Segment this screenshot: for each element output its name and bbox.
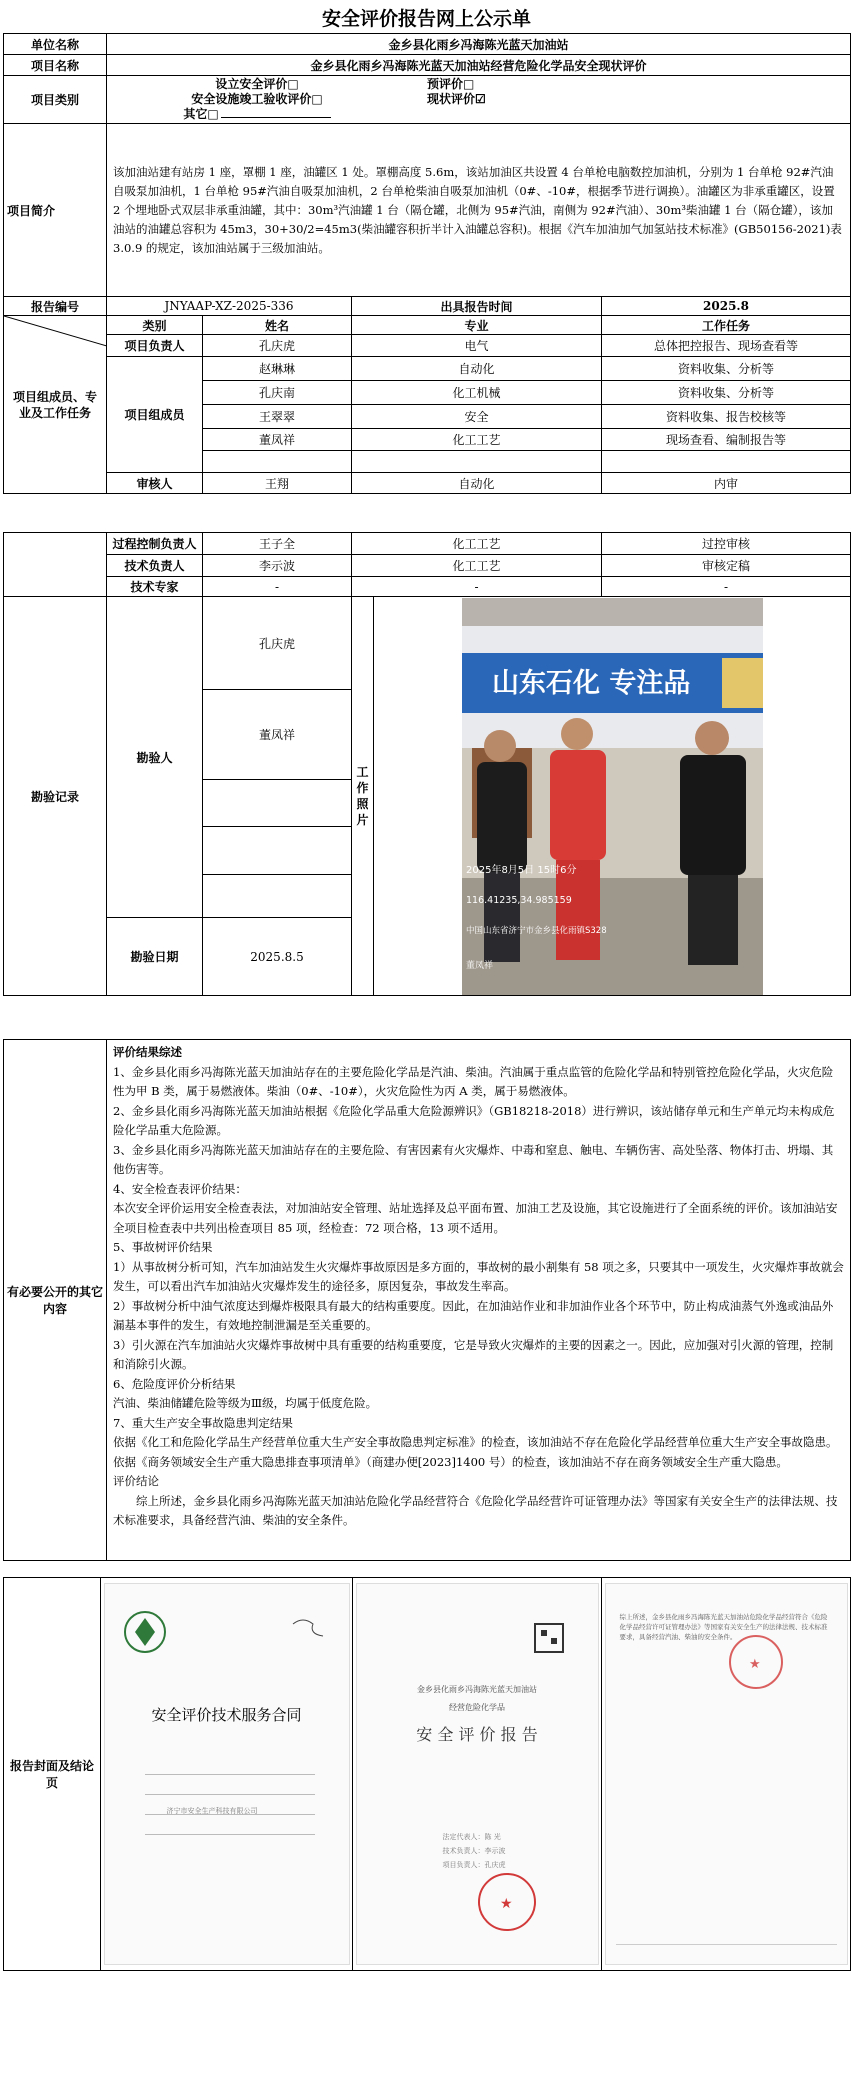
surveyor-name: 董凤祥 (203, 690, 352, 780)
tech-lead-task: 审核定稿 (602, 555, 851, 577)
process-control-task: 过控审核 (602, 533, 851, 555)
member-name: 赵琳琳 (203, 357, 352, 381)
process-control-major: 化工工艺 (352, 533, 602, 555)
unit-name-label: 单位名称 (4, 34, 107, 55)
surveyor-name: 孔庆虎 (203, 597, 352, 690)
evaluation-paragraph: 7、重大生产安全事故隐患判定结果 (113, 1415, 293, 1430)
tech-lead-label: 技术负责人 (107, 555, 203, 577)
member-task: 资料收集、分析等 (602, 381, 851, 405)
empty-cell (203, 827, 352, 875)
svg-text:★: ★ (499, 1896, 513, 1912)
evaluation-table (3, 1039, 851, 1561)
report-cover-meta: 项目负责人：孔庆虎 (442, 1861, 506, 1869)
project-name-label: 项目名称 (4, 55, 107, 76)
project-summary-label: 项目简介 (4, 124, 107, 297)
category-option-other: 其它□ (107, 107, 407, 122)
category-option-pre: 预评价□ (427, 77, 475, 91)
evaluation-paragraph: 本次安全评价运用安全检查表法，对加油站安全管理、站址选择及总平面布置、加油工艺及设施，其它设施进行了全面系统的评价。该加油站安全项目检查表中共列出检查项目 85 项，经检查：72 项合格，13 项不适用。 (113, 1201, 838, 1235)
photo-stamp-coords: 116.41235,34.985159 (465, 894, 572, 906)
survey-date-label: 勘验日期 (107, 918, 203, 996)
control-survey-table (3, 532, 851, 996)
evaluation-paragraph: 1、金乡县化雨乡冯海陈光蓝天加油站存在的主要危险化学品是汽油、柴油。汽油属于重点监管的危险化学品和特别管控危险化学品，火灾危险性为甲 B 类，属于易燃液体。柴油（0#、-10#），火灾危险性为丙 A 类，属于易燃液体。 (113, 1064, 834, 1098)
work-photo (462, 598, 763, 995)
work-photo-illustration (462, 598, 763, 995)
photo-label: 工作照片 (352, 597, 374, 996)
report-no-label: 报告编号 (4, 297, 107, 316)
report-no-value: JNYAAP-XZ-2025-336 (107, 297, 352, 316)
unit-name-value: 金乡县化雨乡冯海陈光蓝天加油站 (107, 34, 851, 55)
control-blank (4, 533, 107, 597)
evaluation-paragraph: 5、事故树评价结果 (113, 1240, 213, 1254)
tech-expert-name: - (203, 577, 352, 597)
report-cover-meta: 技术负责人：李示波 (442, 1847, 506, 1855)
process-control-name: 王子全 (203, 533, 352, 555)
svg-text:★: ★ (748, 1657, 761, 1672)
info-table (3, 33, 851, 494)
report-cover-org: 金乡县化雨乡冯海陈光蓝天加油站 (417, 1685, 537, 1694)
evaluation-paragraph: 4、安全检查表评价结果： (113, 1181, 247, 1196)
team-header-task: 工作任务 (602, 316, 851, 335)
empty-cell (203, 780, 352, 827)
member-task: 资料收集、分析等 (602, 357, 851, 381)
project-summary-text: 该加油站建有站房 1 座，罩棚 1 座，油罐区 1 处。罩棚高度 5.6m，该站加油区共设置 4 台单枪电脑数控加油机，分别为 1 台单枪 92#汽油自吸泵加油机，1 台单枪 95#汽油自吸泵加油机，2 台单枪柴油自吸泵加油机（0#、-10#，根据季节进行调换）。油罐区为非承重罐区，设置 2 个埋地卧式双层非承重油罐，其中：30m³汽油罐 1 台（隔仓罐，北侧为 95#汽油，南侧为 92#汽油）、30m³柴油罐 1 台（隔仓罐），该加油站的油罐总容积为 45m3，30+30/2=45m3(柴油罐容积折半计入油罐总容积)。根据《汽车加油加气加氢站技术标准》(GB50156-2021)表 3.0.9 的规定，该加油站属于三级加油站。 (107, 124, 851, 297)
evaluation-content (107, 1040, 851, 1561)
tech-expert-major: - (352, 577, 602, 597)
member-major: 化工工艺 (352, 429, 602, 451)
project-category-label: 项目类别 (4, 76, 107, 124)
evaluation-section-label: 有必要公开的其它内容 (4, 1040, 107, 1561)
photo-stamp-person: 董凤祥 (465, 960, 493, 971)
reviewer-name: 王翔 (203, 473, 352, 494)
cover-doc-cell (353, 1578, 602, 1971)
empty-cell (602, 451, 851, 473)
evaluation-paragraph: 6、危险度评价分析结果 (113, 1376, 236, 1391)
evaluation-paragraph: 评价结论 (113, 1474, 159, 1488)
evaluation-paragraph: 2）事故树分析中油气浓度达到爆炸极限具有最大的结构重要度。因此，在加油站作业和非加油作业各个环节中，防止构成油蒸气外逸或油品外漏基本事件的发生，有效地控制泄漏是至关重要的。 (113, 1298, 834, 1332)
process-control-label: 过程控制负责人 (107, 533, 203, 555)
reviewer-label: 审核人 (107, 473, 203, 494)
evaluation-heading: 评价结果综述 (113, 1045, 182, 1059)
conclusion-page-image (606, 1584, 847, 1964)
report-cover-subtitle: 经营危险化学品 (449, 1703, 505, 1712)
cover-doc-cell (602, 1578, 851, 1971)
survey-section-label: 勘验记录 (4, 597, 107, 996)
empty-cell (352, 451, 602, 473)
conclusion-page-text: 综上所述，金乡县化雨乡冯海陈光蓝天加油站危险化学品经营符合《危险化学品经营许可证管理办法》等国家有关安全生产的法律法规、技术标准要求，具备经营汽油、柴油的安全条件。 (619, 1613, 828, 1641)
report-date-label: 出具报告时间 (352, 297, 602, 316)
member-task: 现场查看、编制报告等 (602, 429, 851, 451)
leader-label: 项目负责人 (107, 335, 203, 357)
leader-task: 总体把控报告、现场查看等 (602, 335, 851, 357)
evaluation-paragraph: 综上所述，金乡县化雨乡冯海陈光蓝天加油站危险化学品经营符合《危险化学品经营许可证管理办法》等国家有关安全生产的法律法规、技术标准要求，具备经营汽油、柴油的安全条件。 (113, 1493, 838, 1527)
evaluation-paragraph: 1）从事故树分析可知，汽车加油站发生火灾爆炸事故原因是多方面的，事故树的最小割集有 58 项之多，只要其中一项发生，火灾爆炸事故就会发生，可以看出汽车加油站火灾爆炸发生的途径多，原因复杂，事故发生率高。 (113, 1259, 844, 1293)
tech-expert-label: 技术专家 (107, 577, 203, 597)
team-header-name: 姓名 (203, 316, 352, 335)
evaluation-paragraph: 2、金乡县化雨乡冯海陈光蓝天加油站根据《危险化学品重大危险源辨识》（GB18218-2018）进行辨识，该站储存单元和生产单元均未构成危险化学品重大危险源。 (113, 1103, 835, 1137)
evaluation-paragraph: 3、金乡县化雨乡冯海陈光蓝天加油站存在的主要危险、有害因素有火灾爆炸、中毒和窒息、触电、车辆伤害、高处坠落、物体打击、坍塌、其他伤害等。 (113, 1142, 834, 1176)
team-header-major: 专业 (352, 316, 602, 335)
report-cover-meta: 法定代表人：陈 光 (442, 1833, 501, 1841)
report-cover-illustration (357, 1584, 598, 1964)
tech-lead-major: 化工工艺 (352, 555, 602, 577)
tech-expert-task: - (602, 577, 851, 597)
report-date-value: 2025.8 (602, 297, 851, 316)
empty-cell (203, 875, 352, 918)
member-task: 资料收集、报告校核等 (602, 405, 851, 429)
diagonal-line (4, 316, 107, 494)
evaluation-paragraph: 依据《化工和危险化学品生产经营单位重大生产安全事故隐患判定标准》的检查，该加油站不存在危险化学品经营单位重大生产安全事故隐患。依据《商务领域安全生产重大隐患排查事项清单》（商建办便[2023]1400 号）的检查，该加油站不存在商务领域安全生产重大隐患。 (113, 1435, 838, 1469)
team-section-label: 项目组成员、专业及工作任务 (4, 316, 107, 494)
project-category-options (107, 76, 851, 124)
photo-stamp-time: 2025年8月5日 15时6分 (465, 864, 576, 876)
conclusion-stamp-illustration (606, 1584, 847, 1964)
cover-doc-cell (101, 1578, 353, 1971)
cover-section-label: 报告封面及结论页 (4, 1578, 101, 1971)
cover-table (3, 1577, 851, 1971)
reviewer-task: 内审 (602, 473, 851, 494)
leader-name: 孔庆虎 (203, 335, 352, 357)
category-option-acceptance: 安全设施竣工验收评价□ (191, 92, 323, 106)
empty-cell (203, 451, 352, 473)
member-name: 王翠翠 (203, 405, 352, 429)
tech-lead-name: 李示波 (203, 555, 352, 577)
photo-stamp-location: 中国山东省济宁市金乡县化雨镇S328 (465, 925, 607, 936)
member-major: 安全 (352, 405, 602, 429)
contract-footer: 济宁市安全生产科技有限公司 (166, 1807, 258, 1815)
photo-cell (374, 597, 851, 996)
page-title: 安全评价报告网上公示单 (321, 8, 531, 30)
member-name: 董凤祥 (203, 429, 352, 451)
evaluation-paragraph: 3）引火源在汽车加油站火灾爆炸事故树中具有重要的结构重要度，它是导致火灾爆炸的主要的因素之一。因此，应加强对引火源的管理，控制和消除引火源。 (113, 1337, 834, 1371)
project-name-value: 金乡县化雨乡冯海陈光蓝天加油站经营危险化学品安全现状评价 (107, 55, 851, 76)
sign-text: 山东石化 专注品 (491, 667, 690, 699)
leader-major: 电气 (352, 335, 602, 357)
member-name: 孔庆南 (203, 381, 352, 405)
category-option-current: 现状评价☑ (427, 92, 486, 106)
contract-cover-image (105, 1584, 349, 1964)
survey-date-value: 2025.8.5 (203, 918, 352, 996)
report-cover-title: 安 全 评 价 报 告 (416, 1725, 538, 1744)
evaluation-paragraph: 汽油、柴油储罐危险等级为Ⅲ级，均属于低度危险。 (113, 1396, 378, 1410)
reviewer-major: 自动化 (352, 473, 602, 494)
team-header-category: 类别 (107, 316, 203, 335)
members-label: 项目组成员 (107, 357, 203, 473)
member-major: 化工机械 (352, 381, 602, 405)
contract-title: 安全评价技术服务合同 (151, 1706, 302, 1724)
category-option-setup: 设立安全评价□ (215, 77, 299, 91)
surveyor-label: 勘验人 (107, 597, 203, 918)
member-major: 自动化 (352, 357, 602, 381)
contract-cover-illustration (105, 1584, 349, 1964)
report-cover-image (357, 1584, 598, 1964)
